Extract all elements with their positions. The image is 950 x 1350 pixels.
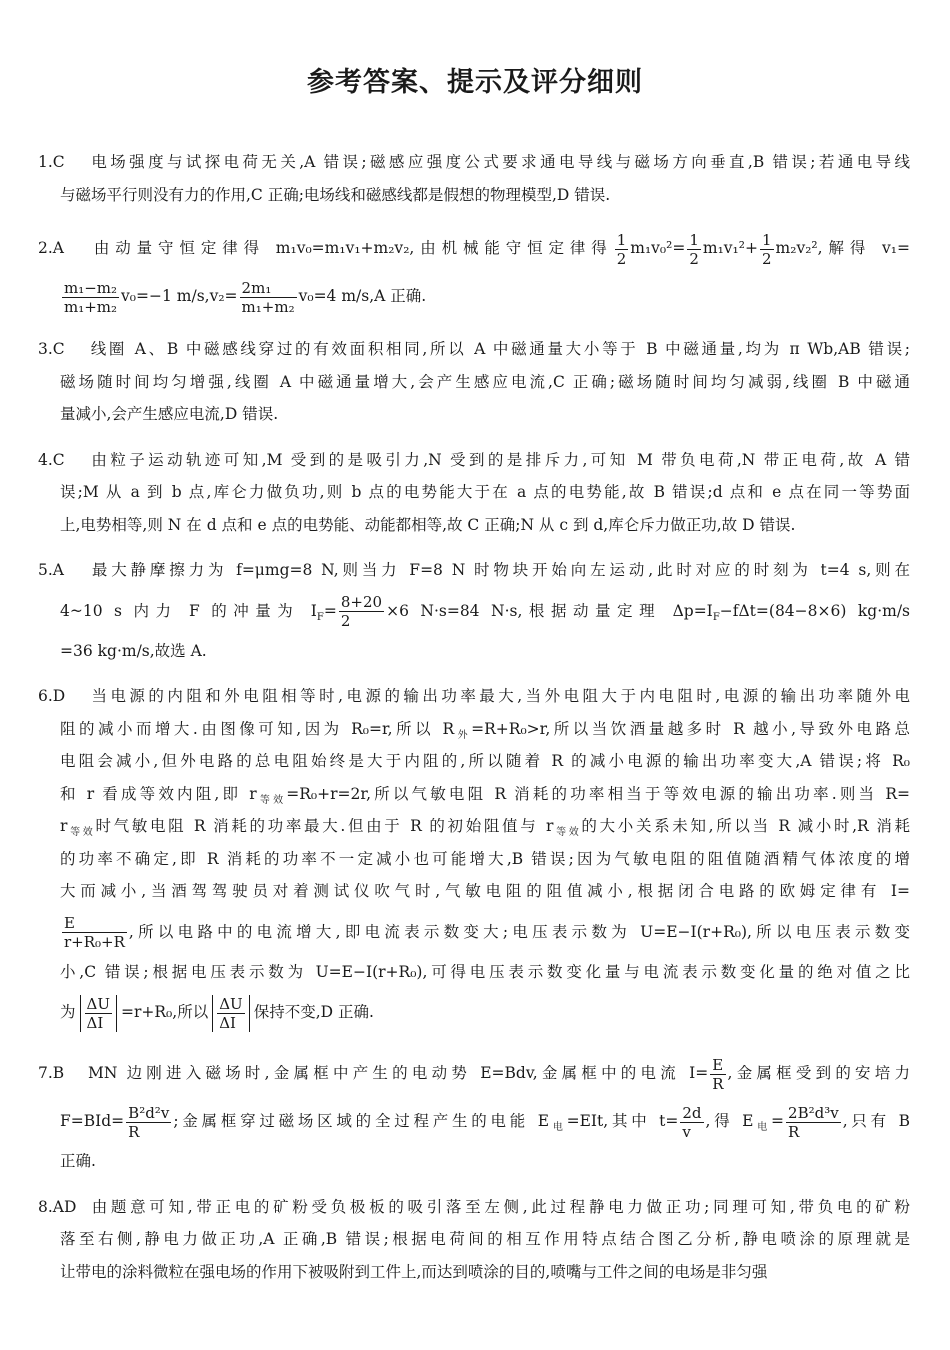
text-segment: ;金属框穿过磁场区域的全过程产生的电能 E xyxy=(173,1112,550,1130)
answer-label: 5.A xyxy=(38,561,64,579)
answer-line xyxy=(38,587,910,635)
fraction-numerator: 1 xyxy=(616,230,627,249)
answer-item xyxy=(38,1191,910,1289)
fraction-denominator: 2 xyxy=(340,612,351,630)
text-segment: v₀=4 m/s,A 正确. xyxy=(298,287,427,305)
text-segment: 由题意可知,带正电的矿粉受负极板的吸引落至左侧,此过程静电力做正功;同理可知,带负电的矿粉 xyxy=(88,1197,910,1216)
answer-label: 4.C xyxy=(38,450,65,469)
answer-label: 8.AD xyxy=(38,1197,77,1216)
text-segment: m₁v₁²+ xyxy=(702,239,758,257)
text-segment: ×6 N·s=84 N·s,根据动量定理 Δp=I xyxy=(386,601,713,620)
fraction-denominator: m₁+m₂ xyxy=(241,297,295,316)
answer-line xyxy=(38,179,910,212)
answer-line xyxy=(38,1223,910,1256)
fraction-denominator: 2 xyxy=(616,249,627,268)
text-segment: =EIt,其中 t= xyxy=(566,1112,679,1130)
answer-item xyxy=(38,444,910,542)
text-segment: v₀=−1 m/s,v₂= xyxy=(121,287,238,305)
fraction-numerator: ΔU xyxy=(219,994,243,1013)
text-segment: 为 xyxy=(60,1003,76,1021)
text-segment: 量减小,会产生感应电流,D 错误. xyxy=(60,405,279,423)
answer-line xyxy=(38,810,910,843)
text-segment: =r+R₀,所以 xyxy=(121,1003,209,1021)
answer-line xyxy=(38,509,910,542)
answer-line xyxy=(38,1145,910,1178)
answer-item xyxy=(38,554,910,667)
answer-item xyxy=(38,1049,910,1178)
text-segment: ,金属框受到的安培力 xyxy=(727,1064,910,1082)
answer-line xyxy=(38,635,910,668)
answer-line xyxy=(38,988,910,1036)
fraction-denominator: ΔI xyxy=(86,1013,104,1032)
fraction-numerator: 1 xyxy=(761,230,772,249)
fraction xyxy=(786,1104,841,1141)
fraction-denominator: R xyxy=(788,1122,800,1141)
fraction-numerator: B²d²v xyxy=(128,1103,170,1122)
text-segment: 由粒子运动轨迹可知,M 受到的是吸引力,N 受到的是排斥力,可知 M 带负电荷,N 带正电荷,故 A 错 xyxy=(88,450,910,469)
answer-label: 2.A xyxy=(38,239,64,257)
text-segment: = xyxy=(771,1112,785,1130)
text-segment: =36 kg·m/s,故选 A. xyxy=(60,641,207,660)
fraction-denominator: R xyxy=(128,1122,140,1141)
text-segment: 磁场随时间均匀增强,线圈 A 中磁通量增大,会产生感应电流,C 正确;磁场随时间均匀减弱,线圈 B 中磁通 xyxy=(60,372,910,391)
text-segment: 的大小关系未知,所以当 R 减小时,R 消耗 xyxy=(581,817,910,835)
answer-line xyxy=(38,272,910,320)
fraction xyxy=(760,231,774,268)
fraction xyxy=(615,231,629,268)
fraction-denominator: m₁+m₂ xyxy=(64,297,118,316)
fraction xyxy=(240,279,297,316)
fraction-denominator: r+R₀+R xyxy=(64,933,125,951)
answer-line xyxy=(38,224,910,272)
text-segment: 由动量守恒定律得 m₁v₀=m₁v₁+m₂v₂,由机械能守恒定律得 xyxy=(88,239,613,257)
answer-line xyxy=(38,554,910,587)
text-segment: 与磁场平行则没有力的作用,C 正确;电场线和磁感线都是假想的物理模型,D 错误. xyxy=(60,185,611,204)
answer-item xyxy=(38,224,910,320)
fraction-numerator: 1 xyxy=(689,230,699,249)
text-segment: = xyxy=(323,601,337,620)
answer-line xyxy=(38,680,910,713)
text-segment: 保持不变,D 正确. xyxy=(253,1003,374,1021)
fraction-numerator: m₁−m₂ xyxy=(64,278,118,297)
answer-item xyxy=(38,333,910,431)
text-segment: 小,C 错误;根据电压表示数为 U=E−I(r+R₀),可得电压表示数变化量与电流表示数变化量的绝对值之比 xyxy=(60,962,910,981)
text-segment: r xyxy=(60,817,68,835)
fraction-denominator: v xyxy=(682,1122,691,1141)
text-segment: 正确. xyxy=(60,1152,96,1170)
text-segment: 最大静摩擦力为 f=μmg=8 N,则当力 F=8 N 时物块开始向左运动,此时对应的时刻为 t=4 s,则在 xyxy=(88,561,910,579)
answer-label: 3.C xyxy=(38,340,65,358)
answer-line xyxy=(38,444,910,477)
text-segment: =R+R₀>r,所以当饮酒量越多时 R 越小,导致外电路总 xyxy=(471,719,910,738)
text-segment: −fΔt=(84−8×6) kg·m/s xyxy=(719,601,910,620)
text-segment: 时气敏电阻 R 消耗的功率最大.但由于 R 的初始阻值与 r xyxy=(95,817,554,835)
answer-label: 7.B xyxy=(38,1064,65,1082)
text-segment: 电阻会减小,但外电路的总电阻始终是大于内阻的,所以随着 R 的减小电源的输出功率变大,A 错误;将 R₀ xyxy=(60,752,910,770)
fraction xyxy=(62,914,127,951)
subscript: F xyxy=(712,611,720,623)
answer-list xyxy=(38,146,910,1301)
text-segment: 上,电势相等,则 N 在 d 点和 e 点的电势能、动能都相等,故 C 正确;N 从 c 到 d,库仑斥力做正功,故 D 错误. xyxy=(60,515,796,534)
answer-line xyxy=(38,956,910,989)
answer-line xyxy=(38,908,910,956)
fraction-denominator: 2 xyxy=(761,249,772,268)
fraction xyxy=(339,593,384,630)
text-segment: 落至右侧,静电力做正功,A 正确,B 错误;根据电荷间的相互作用特点结合图乙分析,静电喷涂的原理就是 xyxy=(60,1230,910,1248)
answer-item xyxy=(38,680,910,1036)
fraction-numerator: 2d xyxy=(682,1103,702,1122)
text-segment: F=BId= xyxy=(60,1112,125,1130)
text-segment: 的功率不确定,即 R 消耗的功率不一定减小也可能增大,B 错误;因为气敏电阻的阻值随酒精气体浓度的增 xyxy=(60,849,910,868)
fraction xyxy=(687,231,701,268)
answer-line xyxy=(38,1097,910,1145)
fraction-numerator: ΔU xyxy=(86,994,110,1013)
answer-label: 1.C xyxy=(38,153,65,171)
fraction xyxy=(85,995,112,1032)
answer-line xyxy=(38,875,910,908)
text-segment: 让带电的涂料微粒在强电场的作用下被吸附到工件上,而达到喷涂的目的,喷嘴与工件之间的电场是非匀强 xyxy=(60,1262,768,1281)
text-segment: 阻的减小而增大.由图像可知,因为 R₀=r,所以 R xyxy=(60,719,455,738)
fraction xyxy=(710,1056,725,1093)
text-segment: m₁v₀²= xyxy=(630,239,686,257)
answer-line xyxy=(38,398,910,431)
fraction-numerator: 2m₁ xyxy=(240,279,297,298)
fraction-numerator: E xyxy=(710,1056,725,1075)
answer-line xyxy=(38,745,910,778)
text-segment: 线圈 A、B 中磁感线穿过的有效面积相同,所以 A 中磁通量大小等于 B 中磁通量,均为 π Wb,AB 错误; xyxy=(88,340,910,358)
text-segment: 大而减小,当酒驾驾驶员对着测试仪吹气时,气敏电阻的阻值减小,根据闭合电路的欧姆定律有 I= xyxy=(60,882,910,900)
answer-line xyxy=(38,843,910,876)
answer-line xyxy=(38,333,910,366)
text-segment: 当电源的内阻和外电阻相等时,电源的输出功率最大,当外电阻大于内电阻时,电源的输出功率随外电 xyxy=(88,687,910,705)
text-segment: 和 r 看成等效内阻,即 r xyxy=(60,784,257,803)
subscript: 等效 xyxy=(67,827,96,839)
fraction xyxy=(217,995,244,1032)
text-segment: 电场强度与试探电荷无关,A 错误;磁感应强度公式要求通电导线与磁场方向垂直,B 错误;若通电导线 xyxy=(88,153,910,171)
fraction-numerator: E xyxy=(62,914,127,933)
fraction xyxy=(62,279,119,316)
fraction xyxy=(680,1104,703,1141)
answer-line xyxy=(38,476,910,509)
fraction-numerator: 2B²d³v xyxy=(788,1103,839,1122)
answer-line xyxy=(38,146,910,179)
subscript: F xyxy=(316,611,324,623)
absolute-value xyxy=(80,995,117,1032)
subscript: 电 xyxy=(549,1122,567,1134)
text-segment: ,只有 B xyxy=(842,1112,911,1130)
text-segment: 4~10 s 内力 F 的冲量为 I xyxy=(60,601,317,620)
text-segment: =R₀+r=2r,所以气敏电阻 R 消耗的功率相当于等效电源的输出功率.则当 R= xyxy=(286,784,911,803)
answer-label: 6.D xyxy=(38,687,66,705)
text-segment: ,得 E xyxy=(705,1112,754,1130)
text-segment: m₂v₂²,解得 v₁= xyxy=(775,239,910,257)
fraction-numerator: 8+20 xyxy=(340,593,383,611)
answer-line xyxy=(38,1256,910,1289)
subscript: 等效 xyxy=(553,827,582,839)
answer-line xyxy=(38,1191,910,1224)
answer-line xyxy=(38,1049,910,1097)
text-segment: MN 边刚进入磁场时,金属框中产生的电动势 E=Bdv,金属框中的电流 I= xyxy=(88,1064,709,1082)
fraction-denominator: ΔI xyxy=(219,1013,236,1032)
subscript: 等效 xyxy=(256,794,287,806)
fraction-denominator: R xyxy=(712,1074,724,1093)
answer-line xyxy=(38,366,910,399)
fraction xyxy=(126,1104,171,1141)
answer-line xyxy=(38,713,910,746)
subscript: 外 xyxy=(454,729,472,741)
text-segment: ,所以电路中的电流增大,即电流表示数变大;电压表示数为 U=E−I(r+R₀),所以电压表示数变 xyxy=(128,922,910,941)
fraction-denominator: 2 xyxy=(689,249,699,268)
answer-item xyxy=(38,146,910,211)
answer-line xyxy=(38,778,910,811)
text-segment: 误;M 从 a 到 b 点,库仑力做负功,则 b 点的电势能大于在 a 点的电势能,故 B 错误;d 点和 e 点在同一等势面 xyxy=(60,483,910,501)
subscript: 电 xyxy=(753,1122,772,1134)
page-title: 参考答案、提示及评分细则 xyxy=(307,67,643,98)
absolute-value xyxy=(212,995,249,1032)
